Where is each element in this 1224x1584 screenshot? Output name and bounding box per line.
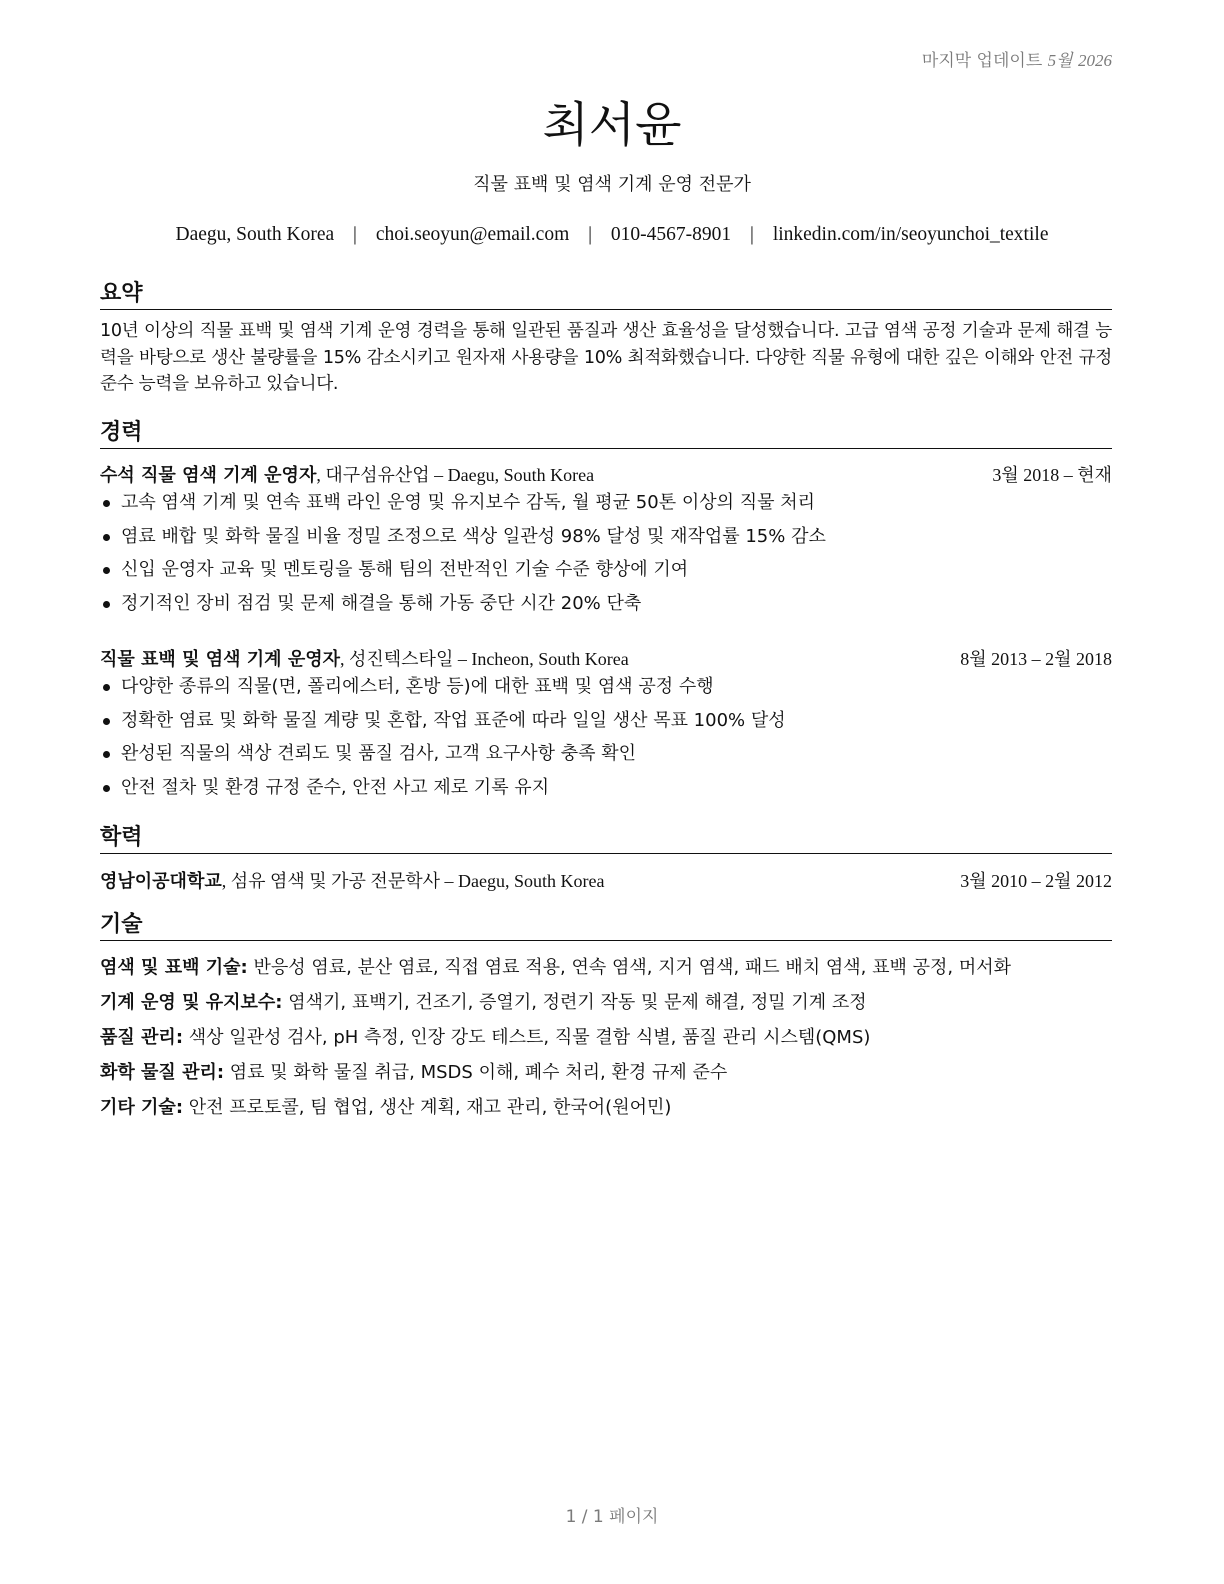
bullet-text: 고속 염색 기계 및 연속 표백 라인 운영 및 유지보수 감독, 월 평균 50톤 이상의 직물 처리 — [121, 492, 815, 513]
contact-line — [0, 224, 1224, 246]
skill-value: 반응성 염료, 분산 염료, 직접 염료 적용, 연속 염색, 지거 염색, 패드 배치 염색, 표백 공정, 머서화 — [247, 957, 1012, 978]
list-item — [100, 742, 1112, 776]
contact-phone[interactable]: 010-4567-8901 — [610, 224, 732, 245]
bullet-text: 다양한 종류의 직물(면, 폴리에스터, 혼방 등)에 대한 표백 및 염색 공정 수행 — [121, 676, 714, 697]
bullet-icon — [103, 785, 110, 792]
bullet-text: 염료 배합 및 화학 물질 비율 정밀 조정으로 색상 일관성 98% 달성 및 재작업률 15% 감소 — [121, 525, 826, 547]
education-dates: 3월 2010 – 2월 2012 — [960, 871, 1112, 891]
list-item — [100, 525, 1112, 559]
list-item — [100, 675, 1112, 709]
job-role: 직물 표백 및 염색 기계 운영자 — [100, 649, 340, 670]
job-dates: 8월 2013 – 2월 2018 — [960, 649, 1112, 669]
skill-value: 염료 및 화학 물질 취급, MSDS 이해, 폐수 처리, 환경 규제 준수 — [224, 1062, 728, 1083]
bullet-text: 완성된 직물의 색상 견뢰도 및 품질 검사, 고객 요구사항 충족 확인 — [121, 743, 637, 765]
section-heading-summary: 요약 — [100, 276, 1112, 310]
skill-label: 품질 관리: — [100, 1027, 184, 1048]
contact-separator: | — [353, 224, 357, 245]
candidate-title: 직물 표백 및 염색 기계 운영 전문가 — [473, 174, 751, 195]
contact-email[interactable]: choi.seoyun@email.com — [375, 224, 570, 245]
last-updated-label: 마지막 업데이트 — [921, 51, 1043, 71]
contact-linkedin[interactable]: linkedin.com/in/seoyunchoi_textile — [772, 224, 1049, 245]
last-updated-month: 5월 — [1047, 51, 1073, 70]
skill-label: 기계 운영 및 유지보수: — [100, 992, 283, 1013]
summary-text: 10년 이상의 직물 표백 및 염색 기계 운영 경력을 통해 일관된 품질과 생산 효율성을 달성했습니다. 고급 염색 공정 기술과 문제 해결 능력을 바탕으로 생산 불량률을 15% 감소시키고 원자재 사용량을 10% 최적화했습니다. 다양한 직물 유형에 대한 깊은 이해와 안전 규정 준수 능력을 보유하고 있습니다. — [100, 321, 1112, 394]
bullet-icon — [103, 500, 110, 507]
section-heading-education: 학력 — [100, 820, 1112, 854]
job-bullets — [100, 491, 1112, 626]
skill-row — [100, 1093, 1112, 1119]
job-role: 수석 직물 염색 기계 운영자 — [100, 465, 317, 486]
job-header — [100, 645, 1112, 671]
skill-label: 기타 기술: — [100, 1097, 184, 1118]
bullet-text: 정확한 염료 및 화학 물질 계량 및 혼합, 작업 표준에 따라 일일 생산 목표 100% 달성 — [121, 709, 786, 731]
last-updated — [922, 46, 1112, 71]
skill-value: 염색기, 표백기, 건조기, 증열기, 정련기 작동 및 문제 해결, 정밀 기계 조정 — [282, 992, 867, 1013]
education-detail: , 섬유 염색 및 가공 전문학사 – Daegu, South Korea — [221, 871, 605, 891]
list-item — [100, 558, 1112, 592]
bullet-text: 안전 절차 및 환경 규정 준수, 안전 사고 제로 기록 유지 — [121, 777, 550, 799]
list-item — [100, 491, 1112, 525]
skill-label: 화학 물질 관리: — [100, 1062, 225, 1083]
education-entry — [100, 867, 1112, 893]
skill-row — [100, 953, 1112, 979]
job-company: , 대구섬유산업 – Daegu, South Korea — [316, 465, 595, 485]
job-header — [100, 461, 1112, 487]
job-dates: 3월 2018 – 현재 — [992, 465, 1112, 485]
list-item — [100, 709, 1112, 743]
contact-separator: | — [750, 224, 754, 245]
section-heading-skills: 기술 — [100, 907, 1112, 941]
contact-location: Daegu, South Korea — [175, 224, 335, 245]
list-item — [100, 592, 1112, 626]
bullet-icon — [103, 718, 110, 725]
bullet-icon — [103, 534, 110, 541]
skill-value: 안전 프로토콜, 팀 협업, 생산 계획, 재고 관리, 한국어(원어민) — [183, 1097, 672, 1118]
education-school: 영남이공대학교 — [100, 871, 222, 892]
skill-row — [100, 1023, 1112, 1049]
skill-row — [100, 1058, 1112, 1084]
job-bullets — [100, 675, 1112, 810]
bullet-icon — [103, 684, 110, 691]
bullet-icon — [103, 567, 110, 574]
bullet-icon — [103, 751, 110, 758]
skill-row — [100, 988, 1112, 1014]
contact-separator: | — [588, 224, 593, 245]
section-heading-experience: 경력 — [100, 415, 1112, 449]
page-number: 1 / 1 페이지 — [565, 1507, 659, 1527]
job-company: , 성진텍스타일 – Incheon, South Korea — [340, 649, 629, 669]
last-updated-year: 2026 — [1078, 51, 1112, 70]
bullet-icon — [103, 601, 110, 608]
list-item — [100, 776, 1112, 810]
bullet-text: 정기적인 장비 점검 및 문제 해결을 통해 가동 중단 시간 20% 단축 — [121, 593, 642, 615]
skill-value: 색상 일관성 검사, pH 측정, 인장 강도 테스트, 직물 결함 식별, 품질 관리 시스템(QMS) — [183, 1027, 871, 1048]
candidate-name: 최서윤 — [542, 97, 682, 153]
skill-label: 염색 및 표백 기술: — [100, 957, 248, 978]
bullet-text: 신입 운영자 교육 및 멘토링을 통해 팀의 전반적인 기술 수준 향상에 기여 — [121, 559, 689, 581]
